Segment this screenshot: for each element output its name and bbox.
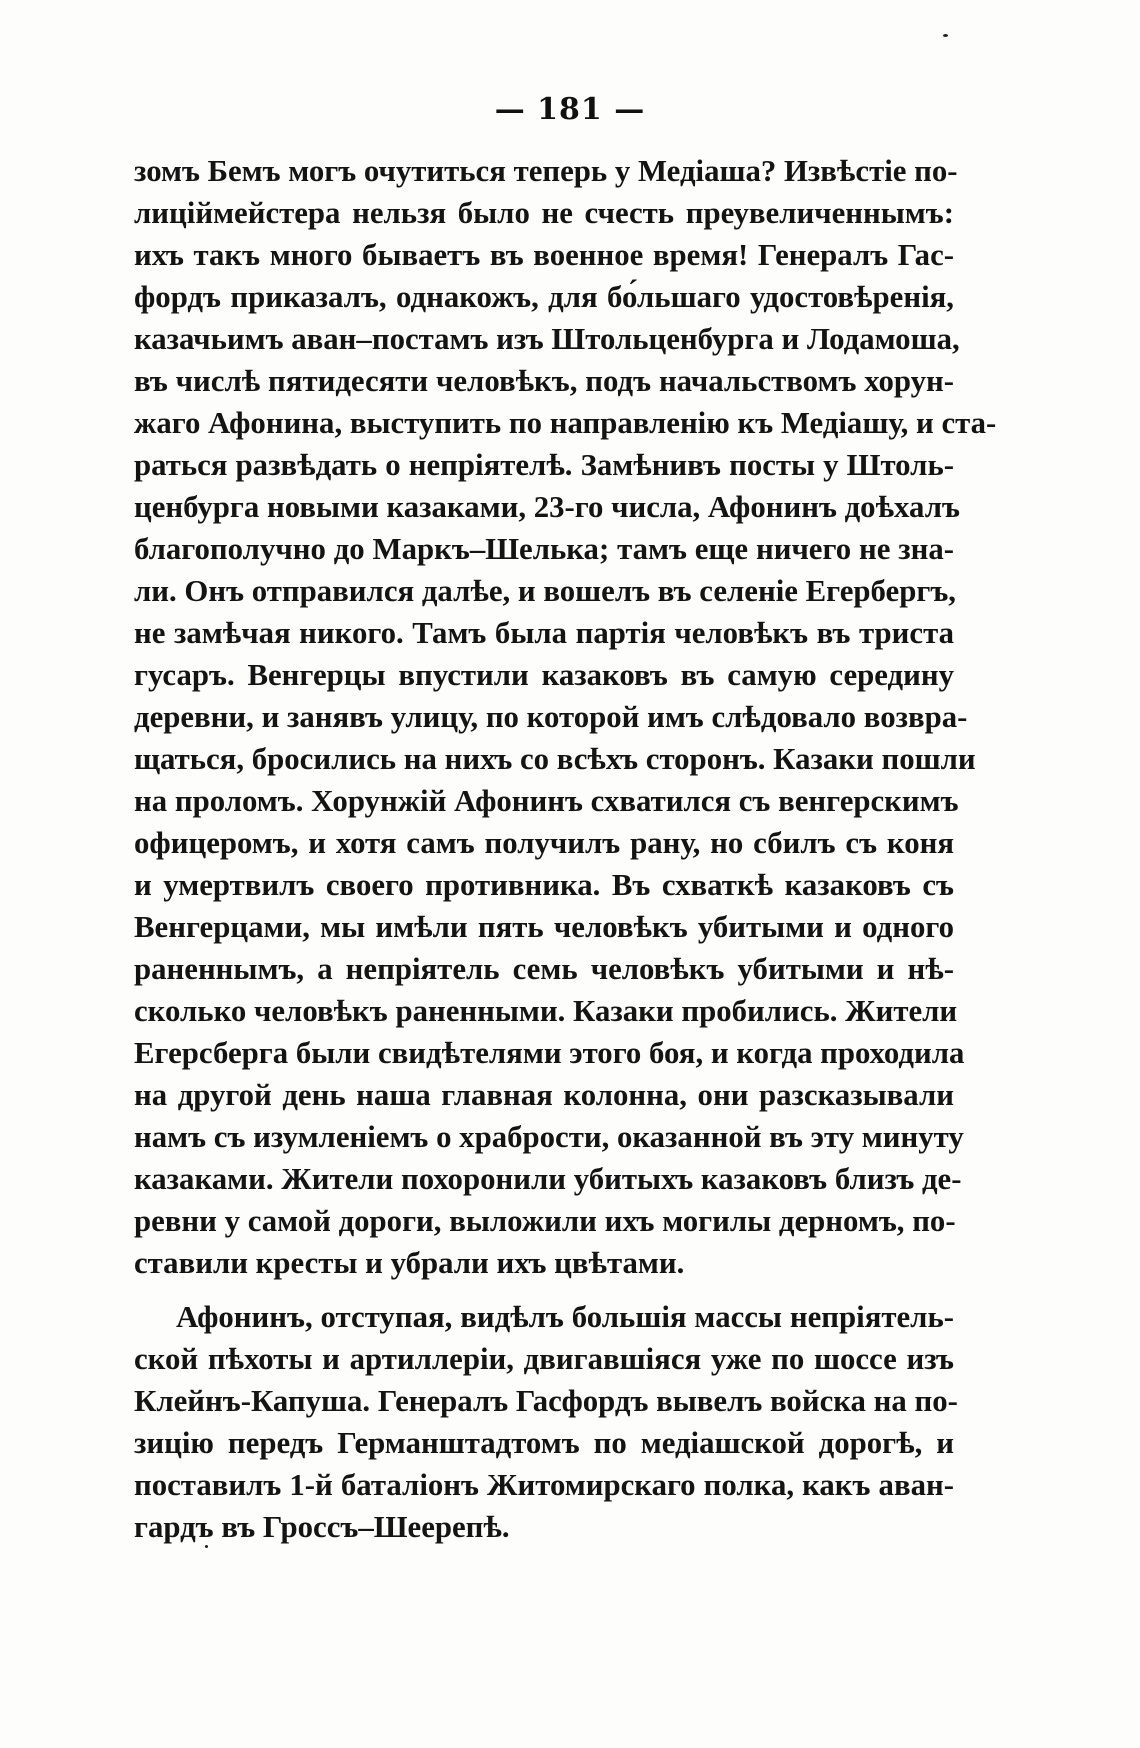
text-line: зицію передъ Германштадтомъ по медіашской дорогѣ, и xyxy=(134,1426,954,1460)
text-line: ской пѣхоты и артиллеріи, двигавшіяся уже по шоссе изъ xyxy=(134,1342,954,1376)
text-line: на проломъ. Хорунжій Афонинъ схватился съ венгерскимъ xyxy=(134,784,959,818)
text-line: благополучно до Маркъ–Шелька; тамъ еще ничего не зна- xyxy=(134,532,954,566)
text-line: ихъ такъ много бываетъ въ военное время! Генералъ Гас- xyxy=(134,238,954,272)
text-line: ценбурга новыми казаками, 23-го числа, Афонинъ доѣхалъ xyxy=(134,490,960,524)
text-line: фордъ приказалъ, однакожъ, для бо́льшаго удостовѣренія, xyxy=(134,280,954,314)
text-line: и умертвилъ своего противника. Въ схваткѣ казаковъ съ xyxy=(134,868,954,902)
text-line: Венгерцами, мы имѣли пять человѣкъ убитыми и одного xyxy=(134,910,954,944)
paragraph-gap xyxy=(134,1284,954,1296)
text-line: зомъ Бемъ могъ очутиться теперь у Медіаша? Извѣстіе по- xyxy=(134,154,958,188)
text-line: гусаръ. Венгерцы впустили казаковъ въ самую середину xyxy=(134,658,954,692)
text-line: сколько человѣкъ раненными. Казаки пробились. Жители xyxy=(134,994,958,1028)
text-line: Клейнъ-Капуша. Генералъ Гасфордъ вывелъ войска на по- xyxy=(134,1384,958,1418)
text-line: раненнымъ, а непріятель семь человѣкъ убитыми и нѣ- xyxy=(134,952,954,986)
text-line: Афонинъ, отступая, видѣлъ большія массы непріятель- xyxy=(176,1300,954,1334)
text-line: ставили кресты и убрали ихъ цвѣтами. xyxy=(134,1246,685,1280)
text-line: ревни у самой дороги, выложили ихъ могилы дерномъ, по- xyxy=(134,1204,956,1238)
scan-speck xyxy=(943,34,948,37)
text-line: на другой день наша главная колонна, они разсказывали xyxy=(134,1078,954,1112)
page-number: — 181 — xyxy=(494,92,646,127)
text-line: намъ съ изумленіемъ о храбрости, оказанной въ эту минуту xyxy=(134,1120,964,1154)
paragraph xyxy=(134,150,997,1284)
text-line: ли. Онъ отправился далѣе, и вошелъ въ селеніе Егербергъ, xyxy=(134,574,956,608)
text-line: лиціймейстера нельзя было не счесть преувеличеннымъ: xyxy=(134,196,954,230)
text-line: деревни, и занявъ улицу, по которой имъ слѣдовало возвра- xyxy=(134,700,968,734)
text-line: гардъ въ Гроссъ–Шеерепѣ. xyxy=(134,1510,510,1544)
text-line: поставилъ 1-й баталіонъ Житомирскаго полка, какъ аван- xyxy=(134,1468,954,1502)
text-line: казаками. Жители похоронили убитыхъ казаковъ близъ де- xyxy=(134,1162,962,1196)
paragraph xyxy=(134,1296,958,1548)
text-line: не замѣчая никого. Тамъ была партія человѣкъ въ триста xyxy=(134,616,954,650)
text-line: офицеромъ, и хотя самъ получилъ рану, но сбилъ съ коня xyxy=(134,826,954,860)
scan-speck xyxy=(205,1545,208,1548)
text-line: щаться, бросились на нихъ со всѣхъ сторонъ. Казаки пошли xyxy=(134,742,976,776)
text-line: въ числѣ пятидесяти человѣкъ, подъ начальствомъ хорун- xyxy=(134,364,954,398)
text-line: раться развѣдать о непріятелѣ. Замѣнивъ посты у Штоль- xyxy=(134,448,954,482)
text-line: казачьимъ аван–постамъ изъ Штольценбурга и Лодамоша, xyxy=(134,322,960,356)
text-line: жаго Афонина, выступить по направленію къ Медіашу, и ста- xyxy=(134,406,997,440)
text-line: Егерсберга были свидѣтелями этого боя, и когда проходила xyxy=(134,1036,965,1070)
body-text xyxy=(134,150,997,1548)
